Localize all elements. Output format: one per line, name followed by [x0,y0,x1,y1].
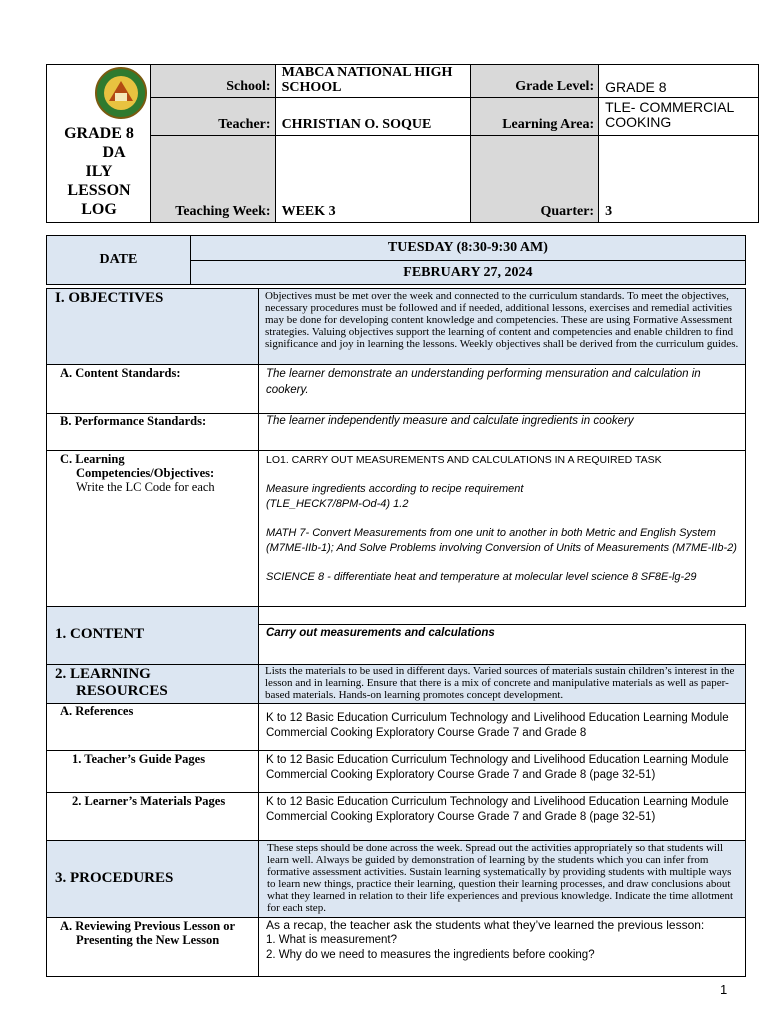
title-line: LESSON [67,182,131,199]
review-value-cell [258,917,746,977]
title-line: ILY [85,163,113,180]
resources-note: Lists the materials to be used in different days. Varied sources of materials sustain children’s interest in the lesson and in learning. Ensure that there is a mix of concrete and manipulative materials as well as paper-based materials. Hands-on learning promotes concept development. [258,664,746,704]
lc-item: LO1. CARRY OUT MEASUREMENTS AND CALCULATIONS IN A REQUIRED TASK [266,454,662,466]
tg-label: 1. Teacher’s Guide Pages [72,752,206,766]
grade-level-label: Grade Level: [471,65,599,98]
school-value-line: SCHOOL [281,80,342,95]
resources-heading-line: 2. LEARNING [55,666,151,682]
teaching-week-value: WEEK 3 [275,136,471,223]
title-line: GRADE 8 [64,125,134,142]
procedures-heading: 3. PROCEDURES [55,870,174,886]
procedures-heading-cell [46,840,259,918]
content-heading-cell [46,606,259,665]
lc-item: MATH 7- Convert Measurements from one unit to another in both Metric and English System (M7ME-IIb-1); And Solve Problems involving Conversion of Units of Measurements (M7ME-IIb-2) [266,527,737,554]
objectives-note: Objectives must be met over the week and connected to the curriculum standards. To meet the objectives, necessary procedures must be followed and if needed, additional lessons, exercises and remedial activities may be done for developing content knowledge and competencies. These are using Formative Assessment strategies. Valuing objectives support the learning of content and competencies and enable children to find significance and joy in learning the lessons. Weekly objectives shall be derived from the curriculum guides. [258,288,746,365]
review-line: 2. Why do we need to measures the ingredients before cooking? [266,949,595,961]
review-line: 1. What is measurement? [266,934,398,946]
perf-std-value: The learner independently measure and calculate ingredients in cookery [258,413,746,451]
teacher-label: Teacher: [150,98,275,136]
teacher-value: CHRISTIAN O. SOQUE [275,98,471,136]
review-label-line: A. Reviewing Previous Lesson or [60,919,236,933]
day-time: TUESDAY (8:30-9:30 AM) [190,236,745,261]
objectives-heading-cell [46,288,259,365]
title-line: DA [102,144,126,161]
lc-label-cell [46,450,259,607]
resources-heading-cell [46,664,259,704]
refs-label: A. References [60,704,134,718]
perf-std-label-cell [46,413,259,451]
resources-heading-line: RESOURCES [76,683,168,699]
learning-area-line: COOKING [605,114,672,130]
tg-label-cell [46,750,259,793]
quarter-label: Quarter: [471,136,599,223]
header-table [46,64,759,223]
grade-level-value: GRADE 8 [599,65,759,98]
content-std-label-cell [46,364,259,414]
date-value: FEBRUARY 27, 2024 [190,261,745,285]
tg-value: K to 12 Basic Education Curriculum Technology and Livelihood Education Learning Module Commercial Cooking Exploratory Course Grade 7 and Grade 8 (page 32-51) [258,750,746,793]
content-std-label: A. Content Standards: [60,366,181,380]
refs-value: K to 12 Basic Education Curriculum Technology and Livelihood Education Learning Module Commercial Cooking Exploratory Course Grade 7 and Grade 8 [258,703,746,751]
lc-item: SCIENCE 8 - differentiate heat and temperature at molecular level science 8 SF8E-lg-29 [266,571,697,583]
quarter-value: 3 [599,136,759,223]
lesson-log-title [47,124,151,219]
date-table [46,235,746,285]
teaching-week-label: Teaching Week: [150,136,275,223]
review-label-cell [46,917,259,977]
school-logo [93,67,149,119]
school-value-line: MABCA NATIONAL HIGH [281,65,453,80]
lm-label-cell [46,792,259,841]
lc-item: (TLE_HECK7/8PM-Od-4) 1.2 [266,498,409,510]
lc-label-line: Write the LC Code for each [76,480,215,494]
date-label: DATE [47,236,191,285]
review-line: As a recap, the teacher ask the students what they’ve learned the previous lesson: [266,918,705,932]
learning-area-line: TLE- COMMERCIAL [605,99,735,115]
content-std-value: The learner demonstrate an understanding performing mensuration and calculation in cookery. [258,364,746,414]
refs-label-cell [46,703,259,751]
content-heading: 1. CONTENT [55,626,145,642]
lc-value-cell [258,450,746,607]
lc-item: Measure ingredients according to recipe requirement [266,483,524,495]
lc-label-line: Competencies/Objectives: [76,466,215,480]
page-number: 1 [720,982,728,997]
learning-area-value [599,98,759,136]
objectives-heading: I. OBJECTIVES [55,290,164,306]
lm-label: 2. Learner’s Materials Pages [72,794,226,808]
school-label: School: [150,65,275,98]
school-value [275,65,471,98]
procedures-note: These steps should be done across the week. Spread out the activities appropriately so that students will learn well. Always be guided by demonstration of learning by the students which you can infer from formative assessment activities. Sustain learning systematically by providing students with multiple ways to learn new things, practice their learning, question their learning processes, and draw conclusions about what they learned in relation to their life experiences and previous knowledge. Indicate the time allotment for each step. [258,840,746,918]
title-cell [47,65,151,223]
lm-value: K to 12 Basic Education Curriculum Technology and Livelihood Education Learning Module Commercial Cooking Exploratory Course Grade 7 and Grade 8 (page 32-51) [258,792,746,841]
perf-std-label: B. Performance Standards: [60,414,207,428]
content-value: Carry out measurements and calculations [258,624,746,665]
title-line: LOG [81,201,117,218]
learning-area-label: Learning Area: [471,98,599,136]
review-label-line: Presenting the New Lesson [76,933,220,947]
lc-label-line: C. Learning [60,452,125,466]
